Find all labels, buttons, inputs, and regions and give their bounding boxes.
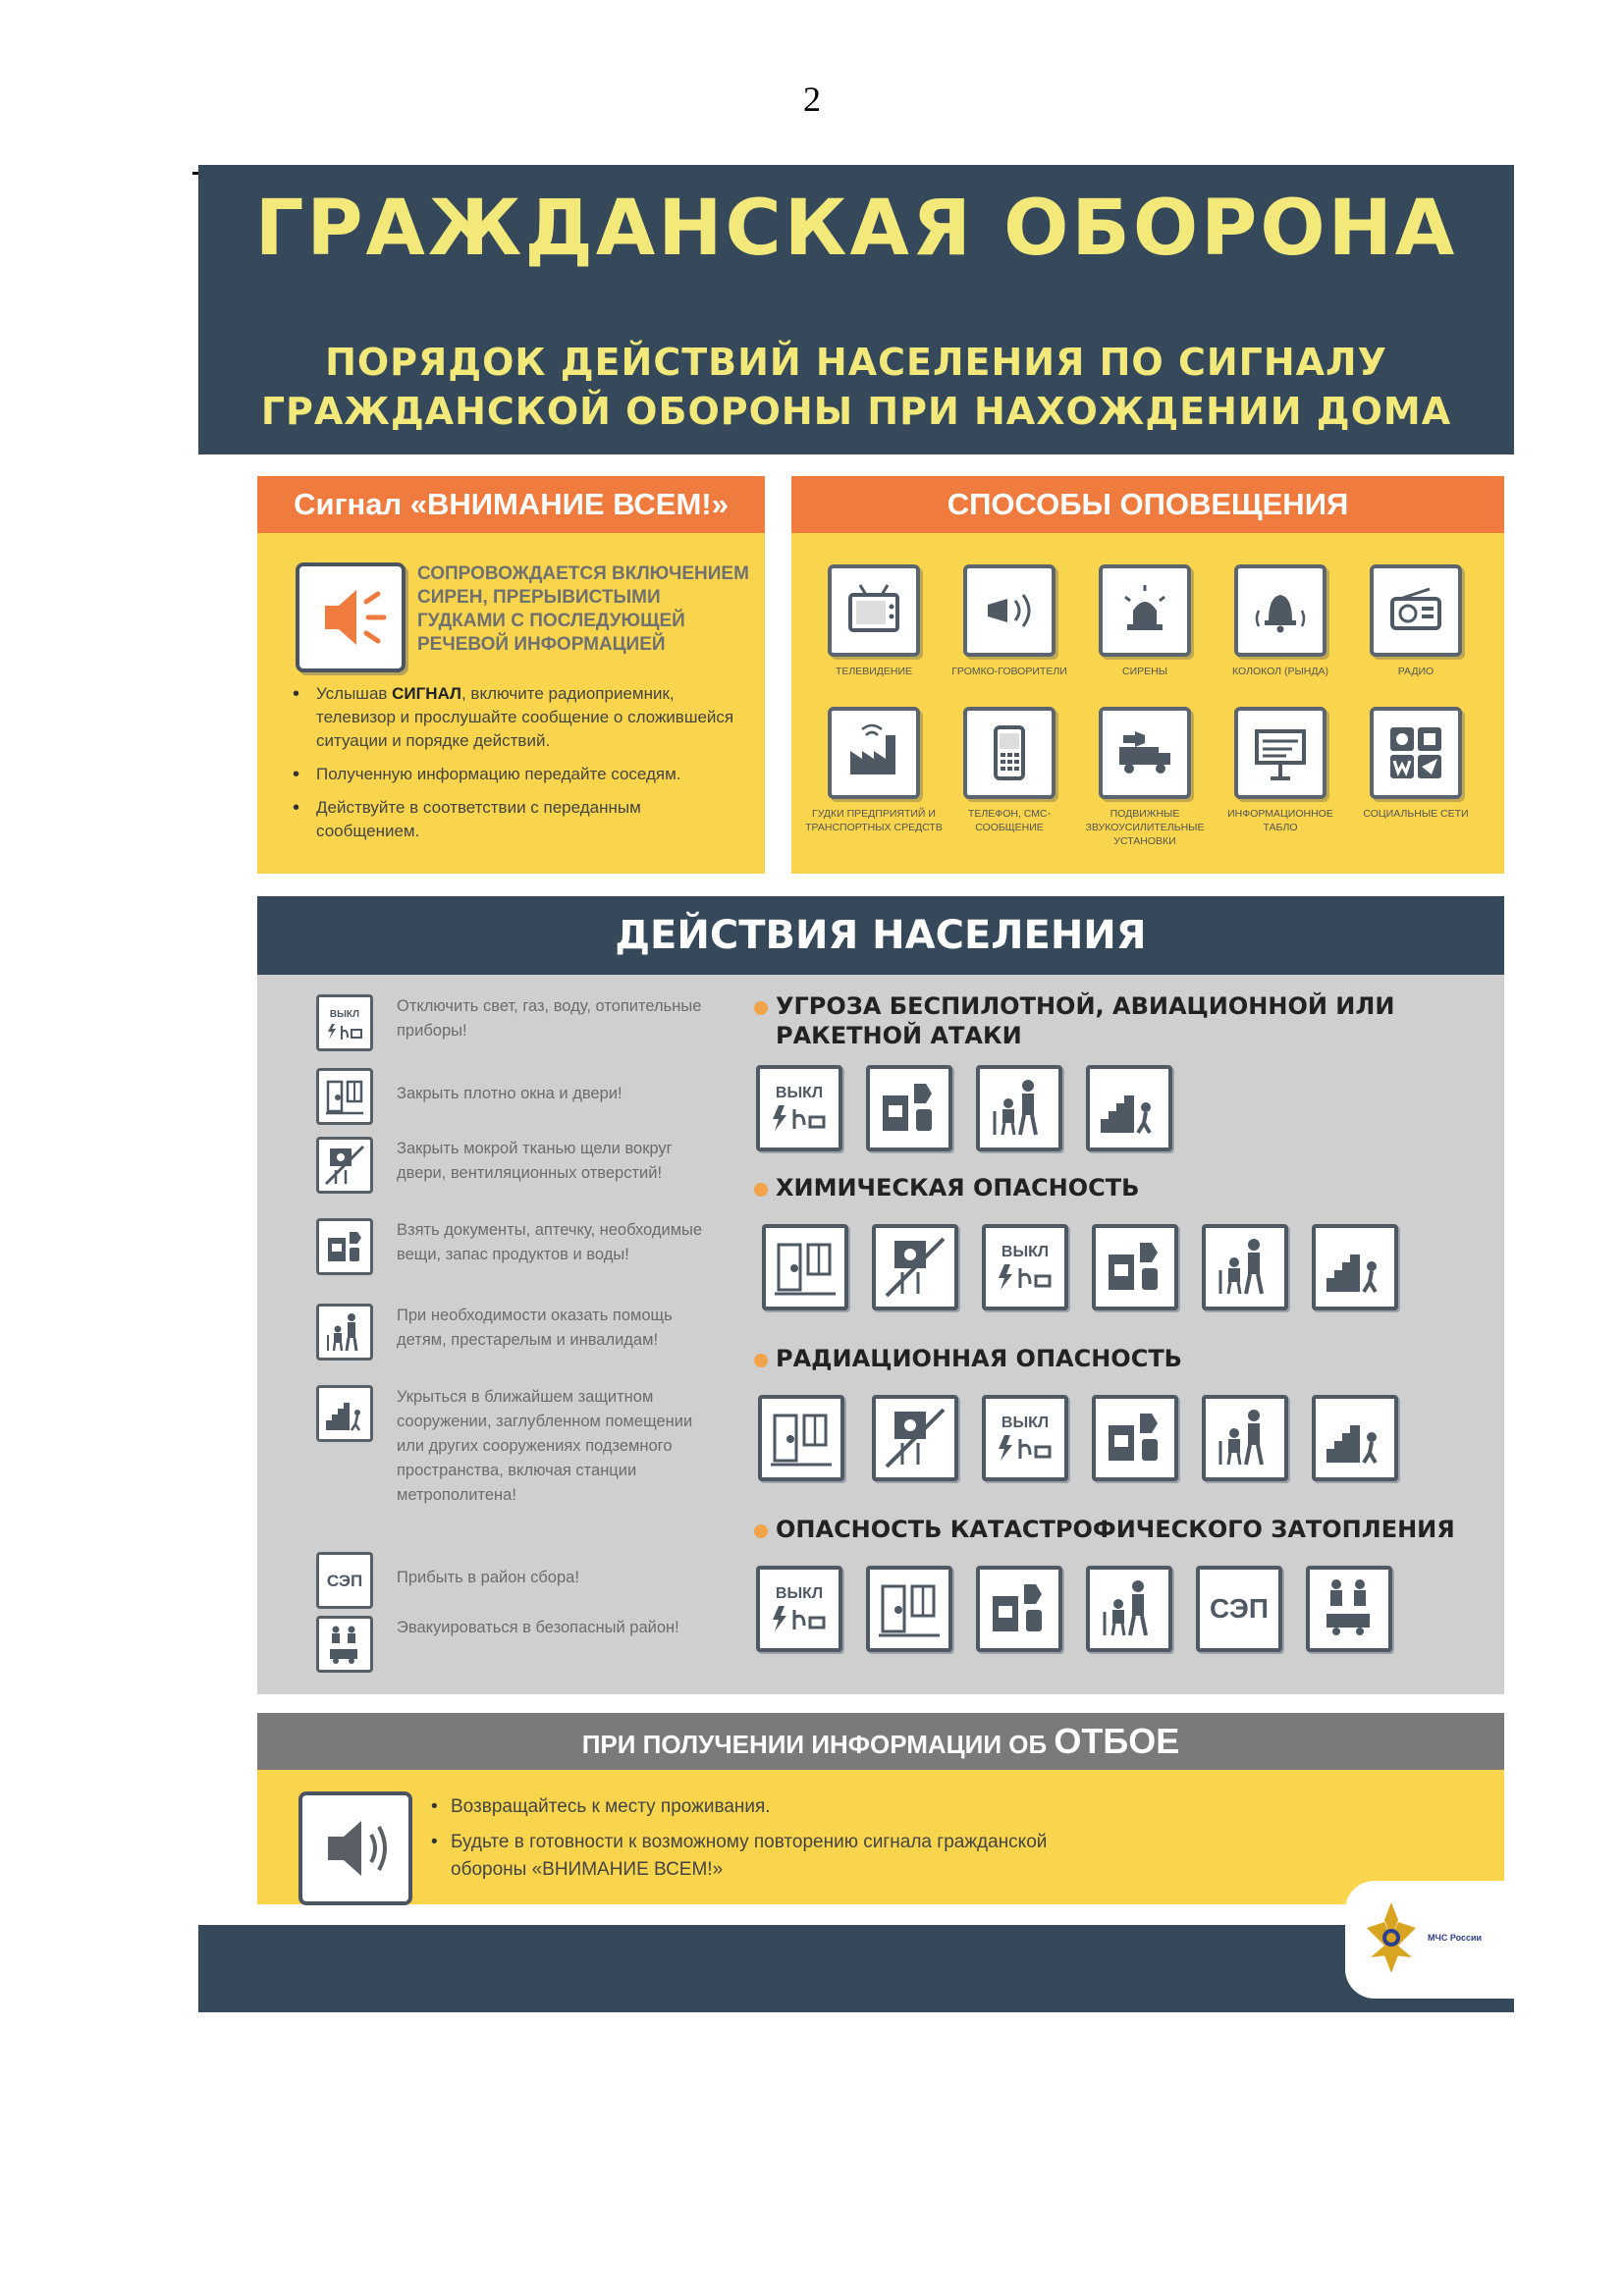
method-label: ИНФОРМАЦИОННОЕ ТАБЛО	[1227, 808, 1333, 833]
all-clear-panel	[257, 1713, 1504, 1904]
seal-gaps-icon	[872, 1395, 958, 1481]
power-off-icon	[756, 1566, 842, 1652]
help-people-icon	[1202, 1224, 1288, 1310]
shelter-icon	[1312, 1224, 1398, 1310]
sep-icon	[316, 1552, 373, 1609]
shelter-icon	[1312, 1395, 1398, 1481]
methods-heading: СПОСОБЫ ОПОВЕЩЕНИЯ	[791, 476, 1504, 533]
close-doors-icon	[866, 1566, 952, 1652]
subtitle-line-2: ГРАЖДАНСКОЙ ОБОРОНЫ ПРИ НАХОЖДЕНИИ ДОМА	[260, 390, 1452, 433]
bell-icon	[1234, 564, 1326, 657]
legend-text: Закрыть мокрой тканью щели вокруг двери, вентиляционных отверстий!	[397, 1140, 673, 1182]
info-board-icon	[1234, 707, 1326, 799]
legend-text: Закрыть плотно окна и двери!	[397, 1085, 623, 1102]
threat-title: РАДИАЦИОННАЯ ОПАСНОСТЬ	[754, 1344, 1500, 1373]
signal-panel	[257, 476, 765, 874]
supplies-icon	[1092, 1224, 1178, 1310]
emercom-logo	[1345, 1881, 1514, 1999]
evacuate-icon	[316, 1616, 373, 1673]
method-social	[1347, 707, 1485, 821]
factory-icon	[828, 707, 920, 799]
method-label: ПОДВИЖНЫЕ ЗВУКОУСИЛИТЕЛЬНЫЕ УСТАНОВКИ	[1085, 808, 1205, 847]
threat-radiation	[754, 1344, 1500, 1431]
list-item: • Возвращайтесь к месту проживания.	[429, 1793, 1116, 1821]
vehicle-icon	[1099, 707, 1191, 799]
threat-chemical	[754, 1173, 1500, 1260]
all-clear-heading-word: ОТБОЕ	[1054, 1721, 1180, 1761]
supplies-icon	[866, 1065, 952, 1151]
radio-icon	[1370, 564, 1462, 657]
power-off-icon	[316, 994, 373, 1051]
close-doors-icon	[762, 1224, 848, 1310]
power-off-icon	[982, 1395, 1068, 1481]
method-label: СИРЕНЫ	[1121, 666, 1167, 677]
evacuate-icon	[1306, 1566, 1392, 1652]
legend-text: Взять документы, аптечку, необходимые вещи, запас продуктов и воды!	[397, 1221, 703, 1263]
power-off-icon	[756, 1065, 842, 1151]
off-label: ВЫКЛ	[1001, 1244, 1050, 1260]
method-mobile-units	[1076, 707, 1214, 848]
speaker-icon	[298, 1791, 412, 1905]
supplies-icon	[976, 1566, 1062, 1652]
seal-gaps-icon	[872, 1224, 958, 1310]
method-loudspeakers	[941, 564, 1078, 678]
power-off-icon	[982, 1224, 1068, 1310]
method-label: КОЛОКОЛ (РЫНДА)	[1232, 666, 1328, 677]
shelter-icon	[1086, 1065, 1172, 1151]
poster-header	[198, 165, 1514, 454]
page-number: 2	[803, 80, 821, 119]
phone-icon	[963, 707, 1056, 799]
method-sirens	[1076, 564, 1214, 678]
loud-speaker-icon	[296, 562, 406, 672]
seal-gaps-icon	[316, 1137, 373, 1194]
method-radio	[1347, 564, 1485, 678]
bullet-text: Услышав	[316, 684, 393, 703]
legend-text: Укрыться в ближайшем защитном сооружении, заглубленном помещении или других сооружениях подземного пространства, включая станции метрополитена!	[397, 1388, 693, 1504]
warning-methods-panel	[791, 476, 1504, 874]
method-info-board	[1212, 707, 1349, 834]
legend-text: Отключить свет, газ, воду, отопительные приборы!	[397, 997, 702, 1040]
method-bell	[1212, 564, 1349, 678]
list-item	[287, 682, 748, 753]
legend-text: Прибыть в район сбора!	[397, 1569, 579, 1586]
bullet-text: , включите радиоприемник, телевизор и прослушайте сообщение о сложившейся ситуации и порядке действий.	[316, 684, 734, 750]
method-label: ТЕЛЕФОН, СМС-СООБЩЕНИЕ	[967, 808, 1052, 833]
all-clear-instructions	[429, 1793, 1116, 1892]
social-networks-icon	[1370, 707, 1462, 799]
poster-subtitle	[198, 338, 1514, 436]
list-item: • Будьте в готовности к возможному повторению сигнала гражданской обороны «ВНИМАНИЕ ВСЕМ!»	[429, 1829, 1116, 1884]
method-phone-sms	[941, 707, 1078, 834]
threat-title: УГРОЗА БЕСПИЛОТНОЙ, АВИАЦИОННОЙ ИЛИ РАКЕТНОЙ АТАКИ	[754, 991, 1500, 1050]
method-label: ТЕЛЕВИДЕНИЕ	[835, 666, 913, 677]
list-item: • Действуйте в соответствии с переданным сообщением.	[287, 796, 748, 843]
legend-text: При необходимости оказать помощь детям, престарелым и инвалидам!	[397, 1307, 673, 1349]
bullet-bold: СИГНАЛ	[392, 684, 461, 703]
off-label: ВЫКЛ	[1001, 1415, 1050, 1431]
off-label: ВЫКЛ	[329, 1009, 360, 1020]
close-doors-icon	[758, 1395, 844, 1481]
tv-icon	[828, 564, 920, 657]
close-doors-icon	[316, 1068, 373, 1125]
help-people-icon	[976, 1065, 1062, 1151]
logo-caption: МЧС России	[1428, 1933, 1483, 1943]
supplies-icon	[1092, 1395, 1178, 1481]
sep-icon	[1196, 1566, 1282, 1652]
civil-defense-poster	[198, 165, 1514, 2012]
threat-flooding	[754, 1515, 1500, 1624]
sep-label: СЭП	[1210, 1593, 1269, 1624]
help-people-icon	[316, 1304, 373, 1361]
sep-label: СЭП	[326, 1572, 363, 1590]
method-factory-horns	[805, 707, 943, 834]
shelter-icon	[316, 1385, 373, 1442]
threat-title: ОПАСНОСТЬ КАТАСТРОФИЧЕСКОГО ЗАТОПЛЕНИЯ	[754, 1515, 1500, 1544]
loudspeaker-icon	[963, 564, 1056, 657]
signal-instructions	[287, 682, 748, 853]
method-label: ГУДКИ ПРЕДПРИЯТИЙ И ТРАНСПОРТНЫХ СРЕДСТВ	[805, 808, 943, 833]
help-people-icon	[1202, 1395, 1288, 1481]
all-clear-heading-prefix: ПРИ ПОЛУЧЕНИИ ИНФОРМАЦИИ ОБ	[581, 1730, 1055, 1759]
subtitle-line-1: ПОРЯДОК ДЕЙСТВИЙ НАСЕЛЕНИЯ ПО СИГНАЛУ	[325, 341, 1387, 384]
population-actions	[257, 896, 1504, 1694]
method-tv	[805, 564, 943, 678]
emercom-emblem-icon	[1363, 1898, 1420, 1977]
off-label: ВЫКЛ	[775, 1085, 824, 1101]
threat-air-attack	[754, 991, 1500, 1101]
method-label: ГРОМКО-ГОВОРИТЕЛИ	[951, 666, 1067, 677]
footer-band	[198, 1925, 1514, 2012]
signal-heading: Сигнал «ВНИМАНИЕ ВСЕМ!»	[257, 476, 765, 533]
off-label: ВЫКЛ	[775, 1585, 824, 1602]
poster-title: ГРАЖДАНСКАЯ ОБОРОНА	[254, 185, 1458, 273]
threat-title: ХИМИЧЕСКАЯ ОПАСНОСТЬ	[754, 1173, 1500, 1202]
supplies-icon	[316, 1218, 373, 1275]
legend-text: Эвакуироваться в безопасный район!	[397, 1619, 679, 1636]
all-clear-heading	[257, 1713, 1504, 1770]
actions-heading: ДЕЙСТВИЯ НАСЕЛЕНИЯ	[257, 896, 1504, 975]
signal-description: СОПРОВОЖДАЕТСЯ ВКЛЮЧЕНИЕМ СИРЕН, ПРЕРЫВИСТЫМИ ГУДКАМИ С ПОСЛЕДУЮЩЕЙ РЕЧЕВОЙ ИНФОРМАЦИЕЙ	[417, 563, 749, 655]
method-label: РАДИО	[1397, 666, 1435, 677]
siren-icon	[1099, 564, 1191, 657]
method-label: СОЦИАЛЬНЫЕ СЕТИ	[1363, 808, 1469, 820]
help-people-icon	[1086, 1566, 1172, 1652]
list-item: • Полученную информацию передайте соседям.	[287, 763, 748, 786]
